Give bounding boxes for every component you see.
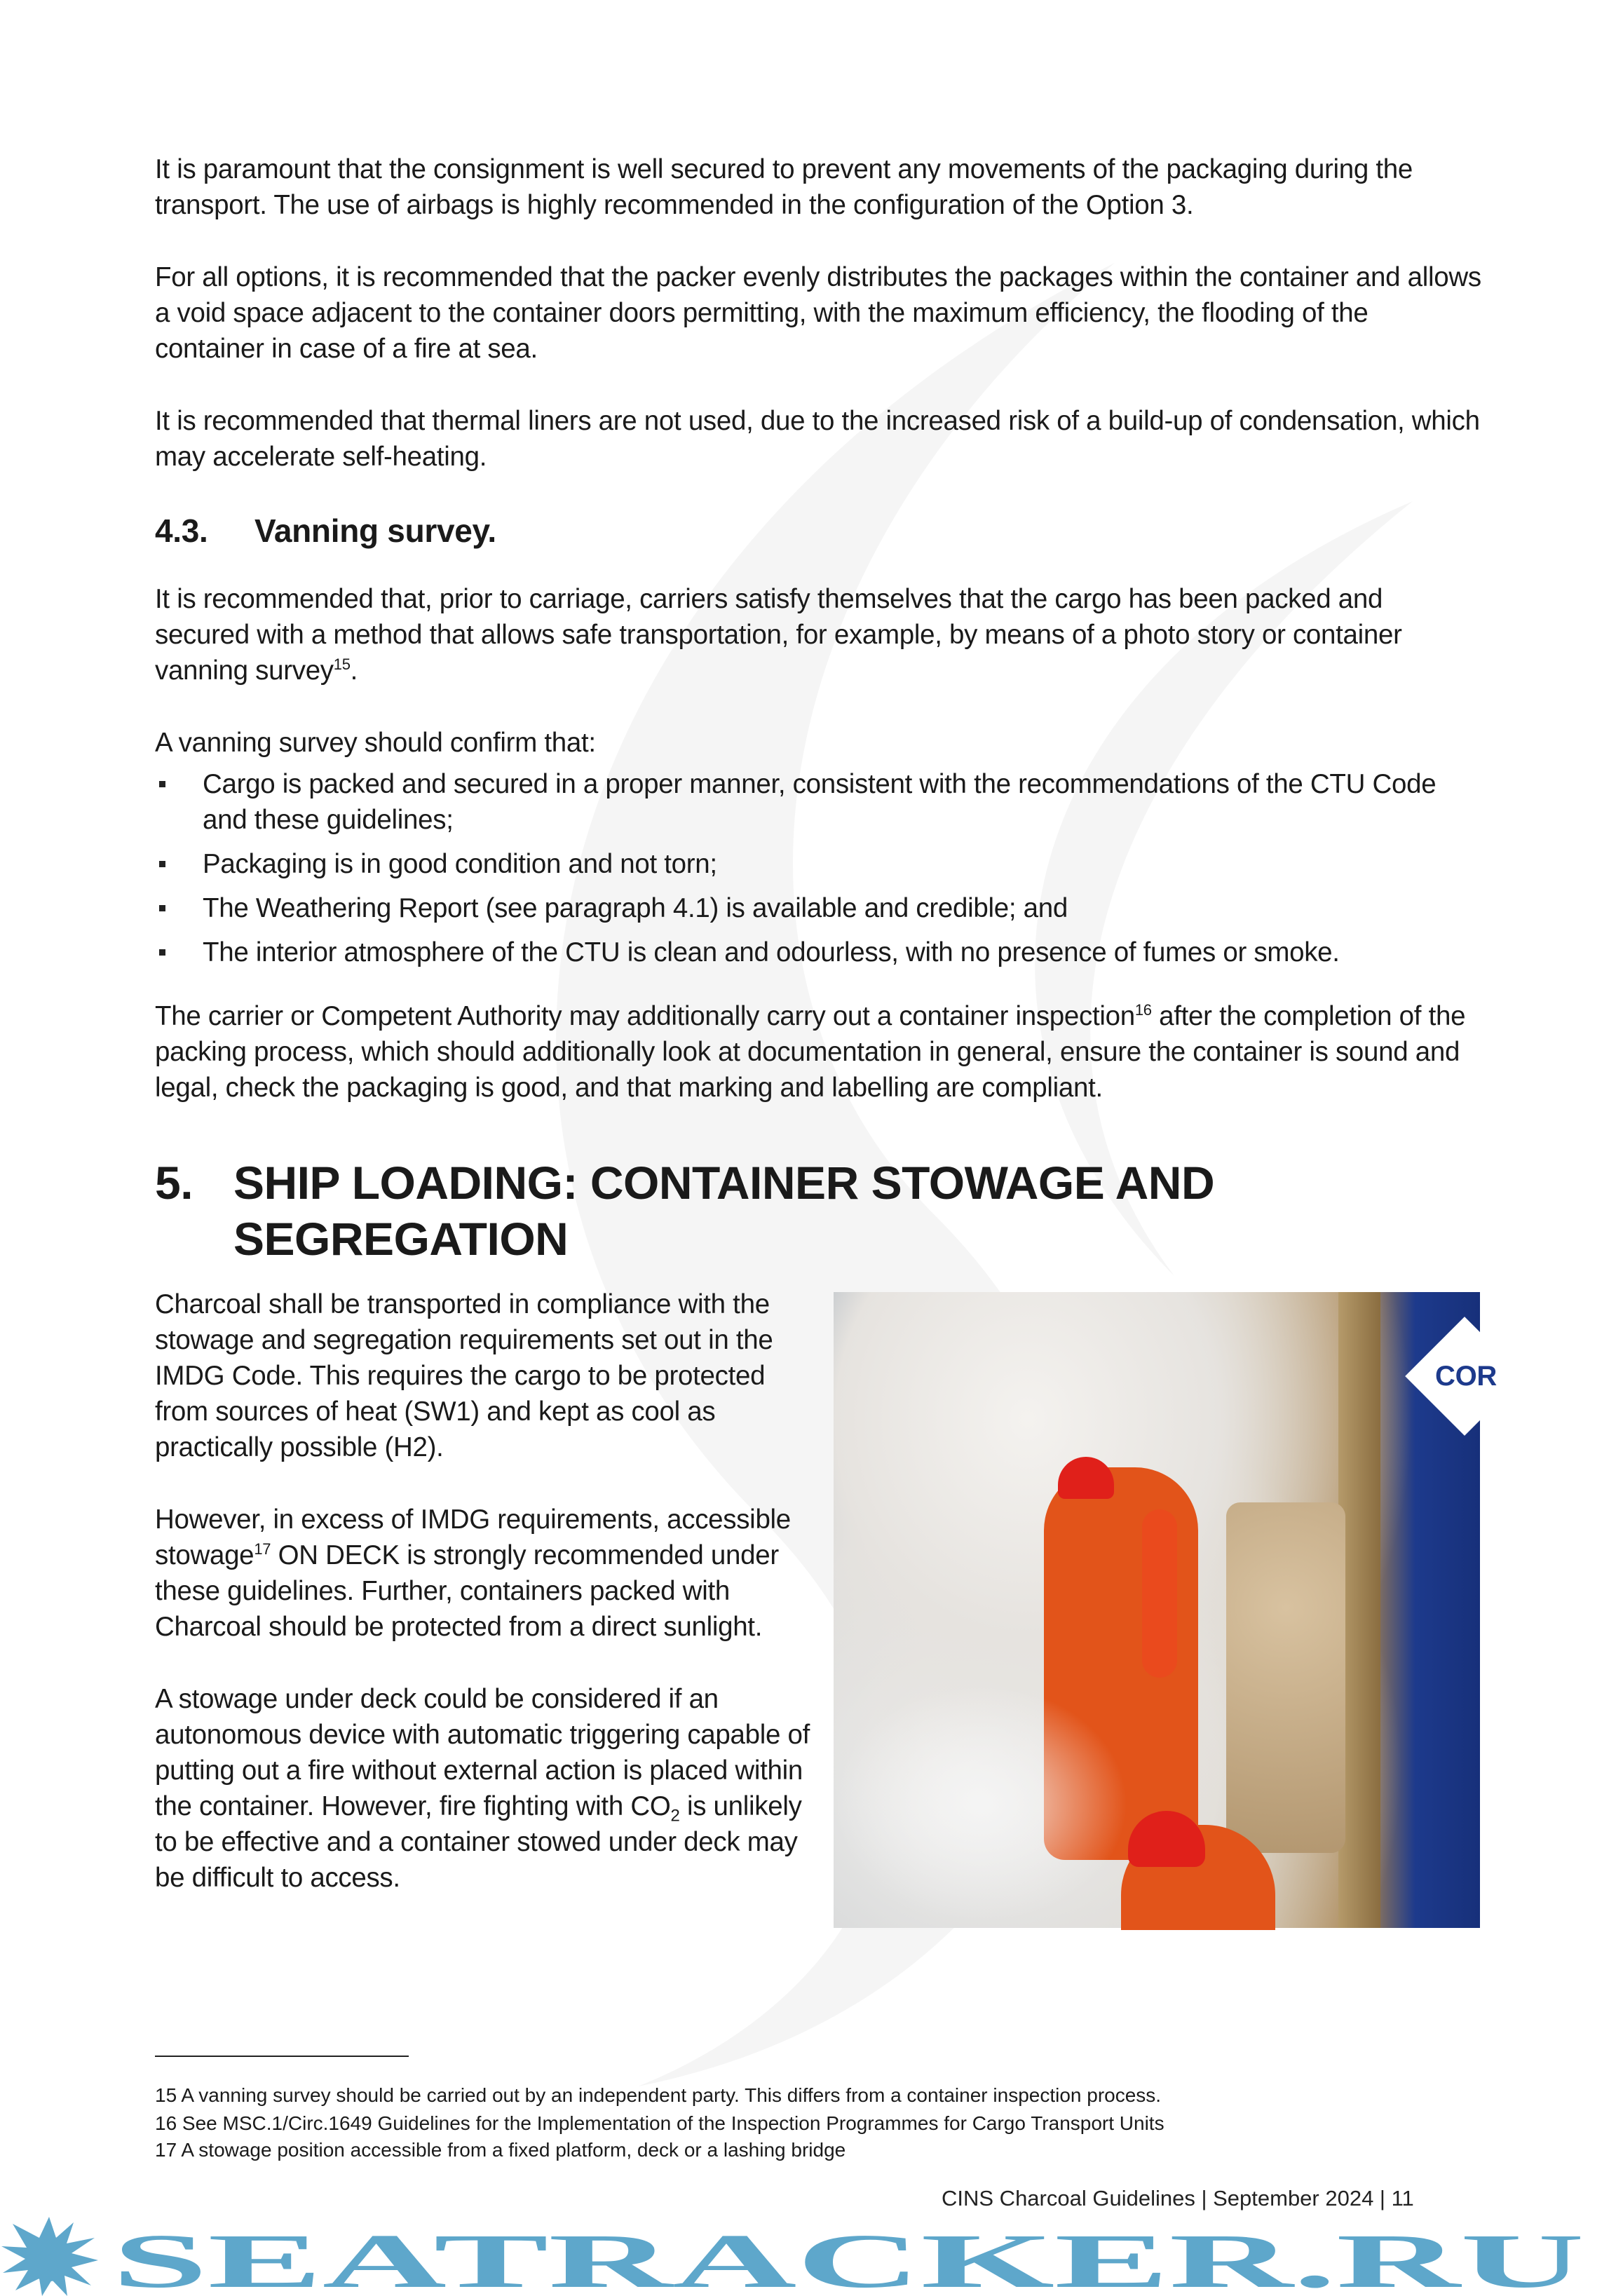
- section-5-body: [155, 1286, 1497, 1896]
- footnote-ref-17[interactable]: 17: [254, 1540, 271, 1558]
- paragraph-thermal-liners: It is recommended that thermal liners are not used, due to the increased risk of a build-up of condensation, which may accelerate self-heating.: [155, 406, 1480, 472]
- air-tank: [1142, 1509, 1177, 1678]
- bullet-icon: [159, 949, 165, 956]
- paragraph-distribution: For all options, it is recommended that the packer evenly distributes the packages within the container and allows a void space adjacent to the container doors permitting, with the maximum efficiency, the flooding of the container in case of a fire at sea.: [155, 262, 1481, 364]
- sacks: [1226, 1502, 1345, 1853]
- list-item-text: Cargo is packed and secured in a proper manner, consistent with the recommendations of the CTU Code and these guidelines;: [203, 769, 1437, 835]
- heading-4-3: [155, 511, 1483, 550]
- footnote-divider: [155, 2056, 409, 2057]
- smoke: [834, 1685, 1128, 1923]
- text: It is recommended that, prior to carriage, carriers satisfy themselves that the cargo has been packed and secured with a method that allows safe transportation, for example, by means of a photo story or container vanning survey: [155, 584, 1402, 686]
- firefighters-photo: [834, 1292, 1497, 1928]
- text: However, in excess of IMDG requirements, accessible stowage: [155, 1504, 791, 1570]
- bullet-list: [155, 766, 1483, 970]
- list-item: [155, 846, 1483, 882]
- footnote-ref-16[interactable]: 16: [1134, 1001, 1152, 1019]
- heading-number: 4.3.: [155, 512, 208, 549]
- footnote-ref-15[interactable]: 15: [333, 655, 351, 674]
- footnote-15: 15 A vanning survey should be carried out by an independent party. This differs from a container inspection process.: [155, 2084, 1162, 2106]
- text: The carrier or Competent Authority may additionally carry out a container inspection: [155, 1001, 1135, 1031]
- page-footer: CINS Charcoal Guidelines | September 2024 | 11: [942, 2186, 1414, 2210]
- bullet-icon: [159, 905, 165, 911]
- paragraph-imdg-compliance: Charcoal shall be transported in compliance with the stowage and segregation requirements set out in the IMDG Code. This requires the cargo to be protected from sources of heat (SW1) and kept as cool as practically possible (H2).: [155, 1289, 773, 1462]
- heading-title-line2: SEGREGATION: [233, 1213, 569, 1265]
- text: after the completion of the packing process, which should additionally look at documentation in general, ensure the container is sound and legal, check the packaging is good, and that marking and labelling are compliant.: [155, 1001, 1466, 1103]
- paragraph-vanning-intro: [155, 581, 1483, 688]
- bullet-icon: [159, 861, 165, 867]
- footnote-16: 16 See MSC.1/Circ.1649 Guidelines for the Implementation of the Inspection Programmes for Cargo Transport Units: [155, 2112, 1164, 2134]
- footnote-17: 17 A stowage position accessible from a fixed platform, deck or a lashing bridge: [155, 2139, 846, 2161]
- helmet-1: [1058, 1457, 1114, 1499]
- paragraph-on-deck: [155, 1502, 821, 1645]
- hazard-sign-text: COR: [1435, 1361, 1497, 1392]
- text: .: [350, 655, 358, 686]
- list-item-text: The Weathering Report (see paragraph 4.1) is available and credible; and: [203, 893, 1068, 923]
- paragraph-survey-confirm: A vanning survey should confirm that:: [155, 728, 596, 758]
- list-item: [155, 935, 1483, 970]
- page-content: [155, 151, 1497, 1932]
- bullet-icon: [159, 781, 165, 787]
- sunburst-icon: [1, 2217, 98, 2296]
- paragraph-container-inspection: [155, 998, 1483, 1106]
- list-item: [155, 766, 1483, 838]
- text: is unlikely to be effective and a container stowed under deck may be difficult to access.: [155, 1791, 802, 1893]
- paragraph-airbags: It is paramount that the consignment is well secured to prevent any movements of the packaging during the transport. The use of airbags is highly recommended in the configuration of the Option 3.: [155, 154, 1413, 220]
- subscript: 2: [670, 1806, 680, 1826]
- heading-title-line1: SHIP LOADING: CONTAINER STOWAGE AND: [233, 1157, 1215, 1209]
- watermark-text: SEATRACKER.RU: [112, 2218, 1584, 2296]
- heading-5: [155, 1155, 1483, 1267]
- heading-title: Vanning survey.: [254, 512, 496, 549]
- heading-number: 5.: [155, 1157, 193, 1209]
- list-item-text: Packaging is in good condition and not torn;: [203, 849, 717, 879]
- list-item-text: The interior atmosphere of the CTU is clean and odourless, with no presence of fumes or smoke.: [203, 937, 1340, 967]
- seatracker-watermark: [0, 2217, 1623, 2296]
- text: ON DECK is strongly recommended under these guidelines. Further, containers packed with Charcoal should be protected from a direct sunlight.: [155, 1540, 779, 1642]
- list-item: [155, 890, 1483, 926]
- paragraph-under-deck: [155, 1681, 821, 1896]
- text: A stowage under deck could be considered if an autonomous device with automatic triggering capable of putting out a fire without external action is placed within the container. However, fire fighting with CO: [155, 1684, 810, 1821]
